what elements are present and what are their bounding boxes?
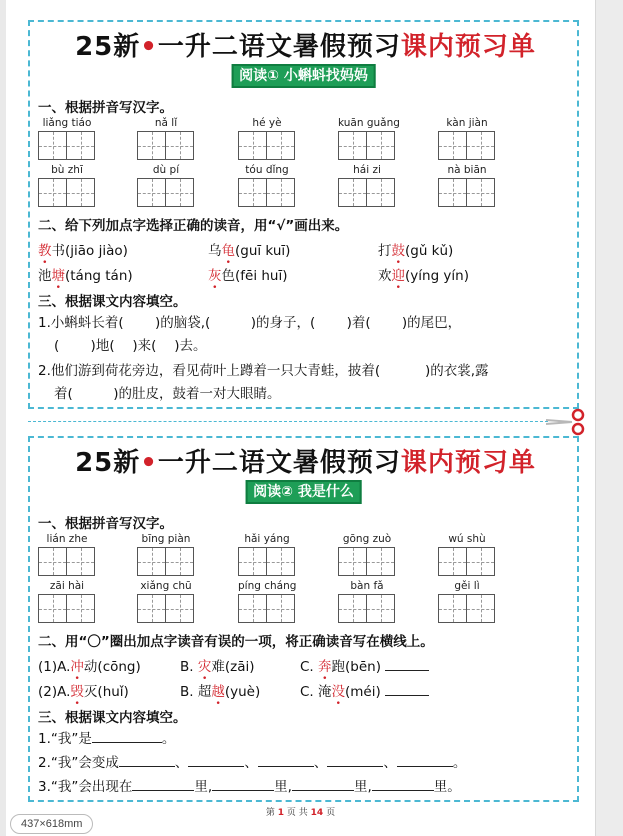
writing-box[interactable] bbox=[238, 131, 267, 160]
lesson-banner: 阅读② 我是什么 bbox=[245, 480, 362, 504]
writing-box[interactable] bbox=[466, 594, 495, 623]
pronunciation-choice[interactable]: 教书(jiāo jiào) bbox=[38, 243, 128, 259]
choice-row-1-c[interactable]: C. 奔跑(bēn) bbox=[300, 655, 429, 675]
pronunciation-choice[interactable]: 乌龟(guī kuī) bbox=[208, 243, 291, 259]
answer-blank[interactable] bbox=[327, 754, 383, 767]
pinyin-group: hé yè bbox=[238, 117, 296, 161]
fill-in-sentence-2-cont[interactable]: 着( )的肚皮，鼓着一对大眼睛。 bbox=[54, 386, 281, 402]
pinyin-group: gěi lì bbox=[438, 580, 496, 624]
answer-blank[interactable] bbox=[372, 778, 434, 791]
writing-box[interactable] bbox=[438, 131, 467, 160]
writing-box[interactable] bbox=[338, 594, 367, 623]
pinyin-group: píng cháng bbox=[238, 580, 296, 624]
writing-box[interactable] bbox=[165, 594, 194, 623]
writing-box[interactable] bbox=[137, 178, 166, 207]
answer-blank[interactable] bbox=[132, 778, 194, 791]
pinyin-group: wú shù bbox=[438, 533, 496, 577]
choice-row-2-b[interactable]: B. 超越(yuè) bbox=[180, 684, 261, 700]
worksheet-card-1 bbox=[28, 20, 579, 409]
writing-box[interactable] bbox=[366, 131, 395, 160]
worksheet-title: 25新•一升二语文暑假预习课内预习单 bbox=[75, 32, 536, 62]
pinyin-group: nà biān bbox=[438, 164, 496, 208]
writing-box[interactable] bbox=[137, 131, 166, 160]
choice-row-2-a[interactable]: (2)A.毁灭(huǐ) bbox=[38, 684, 129, 700]
writing-box[interactable] bbox=[238, 594, 267, 623]
answer-blank[interactable] bbox=[292, 778, 354, 791]
writing-box[interactable] bbox=[266, 178, 295, 207]
writing-box[interactable] bbox=[38, 178, 67, 207]
worksheet-card-2 bbox=[28, 436, 579, 802]
fill-in-line-1: 1.“我”是 。 bbox=[38, 731, 176, 747]
choice-row-1-b[interactable]: B. 灾难(zāi) bbox=[180, 659, 255, 675]
pinyin-group: hǎi yáng bbox=[238, 533, 296, 577]
writing-box[interactable] bbox=[38, 131, 67, 160]
pinyin-group: hái zi bbox=[338, 164, 396, 208]
writing-box[interactable] bbox=[466, 547, 495, 576]
answer-blank[interactable] bbox=[92, 730, 162, 743]
writing-box[interactable] bbox=[466, 131, 495, 160]
section-heading-1: 一、根据拼音写汉字。 bbox=[38, 516, 173, 532]
pinyin-group: dù pí bbox=[137, 164, 195, 208]
writing-box[interactable] bbox=[366, 547, 395, 576]
fill-in-sentence-1[interactable]: 1.小蝌蚪长着( )的脑袋,( )的身子，( )着( )的尾巴， bbox=[38, 315, 462, 331]
fill-in-sentence-2[interactable]: 2.他们游到荷花旁边，看见荷叶上蹲着一只大青蛙，披着( )的衣裳,露 bbox=[38, 363, 489, 379]
writing-box[interactable] bbox=[366, 594, 395, 623]
pinyin-group: nǎ lǐ bbox=[137, 117, 195, 161]
pinyin-group: xiǎng chū bbox=[137, 580, 195, 624]
writing-box[interactable] bbox=[338, 547, 367, 576]
writing-box[interactable] bbox=[266, 547, 295, 576]
scissors-icon bbox=[546, 408, 588, 436]
pinyin-group: lián zhe bbox=[38, 533, 96, 577]
document-page bbox=[6, 0, 595, 836]
writing-box[interactable] bbox=[266, 594, 295, 623]
page-size-badge: 437×618mm bbox=[10, 814, 93, 834]
writing-box[interactable] bbox=[66, 178, 95, 207]
writing-box[interactable] bbox=[66, 547, 95, 576]
section-heading-1: 一、根据拼音写汉字。 bbox=[38, 100, 173, 116]
pinyin-group: bīng piàn bbox=[137, 533, 195, 577]
answer-blank[interactable] bbox=[258, 754, 314, 767]
pronunciation-choice[interactable]: 灰色(fēi huī) bbox=[208, 268, 288, 284]
pinyin-group: gōng zuò bbox=[338, 533, 396, 577]
writing-box[interactable] bbox=[165, 131, 194, 160]
pronunciation-choice[interactable]: 欢迎(yíng yín) bbox=[378, 268, 469, 284]
pronunciation-choice[interactable]: 池塘(táng tán) bbox=[38, 268, 133, 284]
writing-box[interactable] bbox=[66, 131, 95, 160]
fill-in-line-2: 2.“我”会变成 、 、 、 、 。 bbox=[38, 755, 467, 771]
lesson-banner: 阅读① 小蝌蚪找妈妈 bbox=[231, 64, 376, 88]
writing-box[interactable] bbox=[438, 594, 467, 623]
choice-row-2-c[interactable]: C. 淹没(méi) bbox=[300, 680, 429, 700]
page-footer: 第 1 页 共 14 页 bbox=[265, 808, 336, 818]
pinyin-group: zāi hài bbox=[38, 580, 96, 624]
worksheet-title: 25新•一升二语文暑假预习课内预习单 bbox=[75, 448, 536, 478]
answer-blank[interactable] bbox=[397, 754, 453, 767]
pinyin-group: tóu dǐng bbox=[238, 164, 296, 208]
writing-box[interactable] bbox=[165, 178, 194, 207]
writing-box[interactable] bbox=[66, 594, 95, 623]
writing-box[interactable] bbox=[338, 178, 367, 207]
writing-box[interactable] bbox=[238, 547, 267, 576]
viewer-scroll-area[interactable] bbox=[595, 0, 623, 836]
pinyin-group: kuān guǎng bbox=[338, 117, 396, 161]
writing-box[interactable] bbox=[137, 547, 166, 576]
writing-box[interactable] bbox=[165, 547, 194, 576]
writing-box[interactable] bbox=[266, 131, 295, 160]
section-heading-3: 三、根据课文内容填空。 bbox=[38, 710, 187, 726]
pinyin-group: bàn fǎ bbox=[338, 580, 396, 624]
answer-blank[interactable] bbox=[385, 658, 429, 671]
pinyin-group: liǎng tiáo bbox=[38, 117, 96, 161]
section-heading-3: 三、根据课文内容填空。 bbox=[38, 294, 187, 310]
writing-box[interactable] bbox=[38, 594, 67, 623]
pinyin-group: kàn jiàn bbox=[438, 117, 496, 161]
fill-in-sentence-1-cont[interactable]: ( )地( )来( )去。 bbox=[54, 338, 207, 354]
writing-box[interactable] bbox=[366, 178, 395, 207]
writing-box[interactable] bbox=[438, 547, 467, 576]
writing-box[interactable] bbox=[466, 178, 495, 207]
writing-box[interactable] bbox=[238, 178, 267, 207]
section-heading-2: 二、给下列加点字选择正确的读音，用“√”画出来。 bbox=[38, 218, 349, 234]
writing-box[interactable] bbox=[38, 547, 67, 576]
choice-row-1-a[interactable]: (1)A.冲动(cōng) bbox=[38, 659, 141, 675]
answer-blank[interactable] bbox=[188, 754, 244, 767]
answer-blank[interactable] bbox=[212, 778, 274, 791]
writing-box[interactable] bbox=[338, 131, 367, 160]
cut-line bbox=[28, 421, 548, 422]
fill-in-line-3: 3.“我”会出现在 里, 里, 里, 里。 bbox=[38, 779, 461, 795]
pinyin-group: bù zhī bbox=[38, 164, 96, 208]
writing-box[interactable] bbox=[438, 178, 467, 207]
pronunciation-choice[interactable]: 打鼓(gǔ kǔ) bbox=[378, 243, 454, 259]
answer-blank[interactable] bbox=[385, 683, 429, 696]
section-heading-2: 二、用“〇”圈出加点字读音有误的一项，将正确读音写在横线上。 bbox=[38, 634, 434, 650]
writing-box[interactable] bbox=[137, 594, 166, 623]
answer-blank[interactable] bbox=[119, 754, 175, 767]
